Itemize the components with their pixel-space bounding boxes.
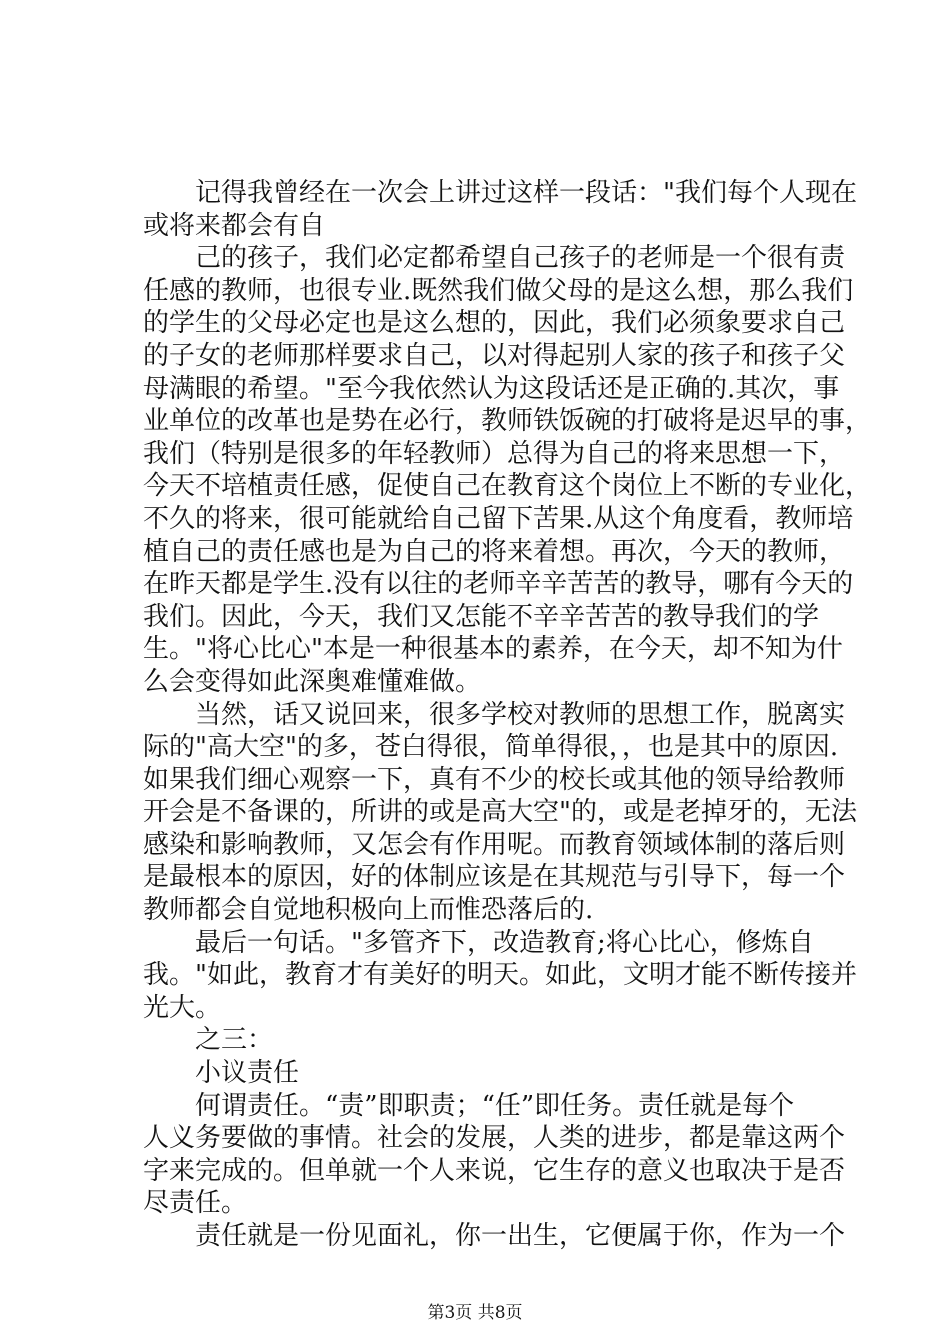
text-line: 在昨天都是学生.没有以往的老师辛辛苦苦的教导，哪有今天的 xyxy=(143,569,854,600)
text-line: 如果我们细心观察一下，真有不少的校长或其他的领导给教师 xyxy=(143,764,846,795)
text-line: 最后一句话。"多管齐下，改造教育;将心比心，修炼自 xyxy=(143,927,814,958)
text-line: 开会是不备课的，所讲的或是高大空"的，或是老掉牙的，无法 xyxy=(143,797,857,828)
text-line: 小议责任 xyxy=(143,1058,300,1089)
text-line: 或将来都会有自 xyxy=(143,210,326,241)
text-line: 的子女的老师那样要求自己，以对得起别人家的孩子和孩子父 xyxy=(143,340,846,371)
text-line: 业单位的改革也是势在必行，教师铁饭碗的打破将是迟早的事， xyxy=(143,406,872,437)
text-line: 光大。 xyxy=(143,992,222,1023)
body-text xyxy=(143,177,872,1253)
text-line: 尽责任。 xyxy=(143,1188,248,1219)
text-line: 我们。因此，今天，我们又怎能不辛辛苦苦的教导我们的学 xyxy=(143,601,820,632)
text-line: 感染和影响教师，又怎会有作用呢。而教育领域体制的落后则 xyxy=(143,829,846,860)
text-line: 记得我曾经在一次会上讲过这样一段话："我们每个人现在 xyxy=(143,178,857,208)
text-line: 是最根本的原因，好的体制应该是在其规范与引导下，每一个 xyxy=(143,862,846,893)
text-line: 何谓责任。“责”即职责；“任”即任务。责任就是每个 xyxy=(143,1090,795,1121)
text-line: 母满眼的希望。"至今我依然认为这段话还是正确的.其次，事 xyxy=(143,373,840,404)
page-number-footer: 第3页 共8页 xyxy=(427,1303,523,1323)
text-line: 的学生的父母必定也是这么想的，因此，我们必须象要求自己 xyxy=(143,308,846,339)
text-line: 字来完成的。但单就一个人来说，它生存的意义也取决于是否 xyxy=(143,1155,846,1186)
text-line: 人义务要做的事情。社会的发展，人类的进步，都是靠这两个 xyxy=(143,1123,846,1154)
text-line: 我。"如此，教育才有美好的明天。如此，文明才能不断传接并 xyxy=(143,960,857,991)
text-line: 么会变得如此深奥难懂难做。 xyxy=(143,666,482,697)
text-line: 责任就是一份见面礼，你一出生，它便属于你，作为一个 xyxy=(143,1221,846,1251)
text-line: 之三： xyxy=(143,1025,274,1056)
text-line: 生。"将心比心"本是一种很基本的素养，在今天，却不知为什 xyxy=(143,634,843,665)
text-line: 植自己的责任感也是为自己的将来着想。再次，今天的教师， xyxy=(143,536,846,567)
text-line: 不久的将来，很可能就给自己留下苦果.从这个角度看，教师培 xyxy=(143,503,854,534)
text-line: 际的"高大空"的多，苍白得很，简单得很，，也是其中的原因. xyxy=(143,732,839,763)
text-line: 当然，话又说回来，很多学校对教师的思想工作，脱离实 xyxy=(143,699,846,730)
text-line: 任感的教师，也很专业.既然我们做父母的是这么想，那么我们 xyxy=(143,275,854,306)
text-line: 我们（特别是很多的年轻教师）总得为自己的将来思想一下， xyxy=(143,438,846,469)
text-line: 今天不培植责任感，促使自己在教育这个岗位上不断的专业化， xyxy=(143,471,872,502)
text-line: 教师都会自觉地积极向上而惟恐落后的. xyxy=(143,895,594,926)
text-line: 己的孩子，我们必定都希望自己孩子的老师是一个很有责 xyxy=(143,243,846,274)
